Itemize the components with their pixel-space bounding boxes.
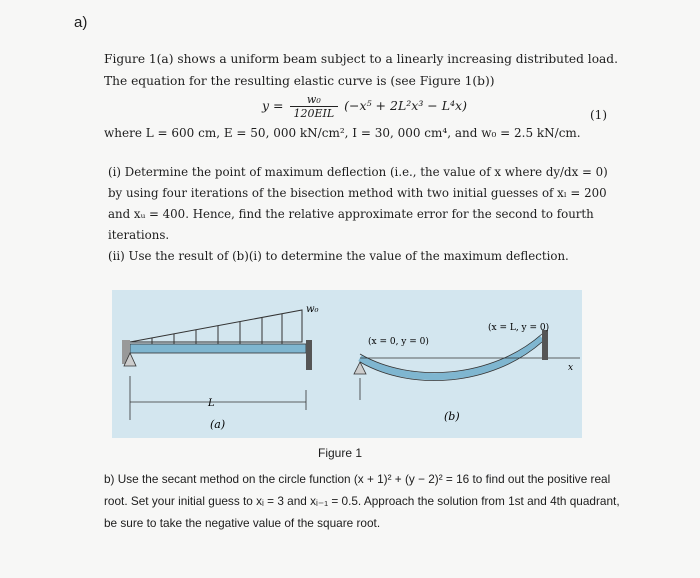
beam-a <box>130 344 306 353</box>
panel-b-label: (b) <box>444 410 460 423</box>
equation-numerator: w₀ <box>290 93 339 107</box>
wall-b <box>542 330 548 360</box>
beam-figure <box>112 290 582 438</box>
equation-number: (1) <box>590 108 607 122</box>
equation-lhs: y = <box>262 98 284 113</box>
load-label-w0: w₀ <box>306 304 319 315</box>
item-ii-text: Use the result of (b)(i) to determine the value of the maximum deflection. <box>128 249 569 263</box>
item-ii-label: (ii) <box>108 249 125 263</box>
where-clause: where L = 600 cm, E = 50, 000 kN/cm², I = 30, 000 cm⁴, and w₀ = 2.5 kN/cm. <box>104 126 581 140</box>
panel-a-label: (a) <box>210 418 226 431</box>
elastic-curve-equation <box>262 93 467 120</box>
item-i-label: (i) <box>108 165 121 179</box>
distributed-load-triangle <box>130 310 302 342</box>
right-boundary-condition: (x = L, y = 0) <box>488 323 550 333</box>
part-a-label: a) <box>74 14 88 31</box>
equation-rhs: (−x⁵ + 2L²x³ − L⁴x) <box>344 98 467 113</box>
intro-paragraph: Figure 1(a) shows a uniform beam subject to a linearly increasing distributed load. The equation for the resulting elastic curve is (see Figure 1(b)) <box>104 52 618 88</box>
figure-caption: Figure 1 <box>318 446 363 460</box>
beam-figure-svg <box>112 290 582 438</box>
wall-a <box>306 340 312 370</box>
part-b-question: b) Use the secant method on the circle function (x + 1)² + (y − 2)² = 16 to find out the positive real root. Set your initial guess to xᵢ = 3 and xᵢ₋₁ = 0.5. Approach the solution from 1st and 4th quadrant, be sure to take the negative value of the square root. <box>104 472 620 530</box>
load-arrows <box>152 314 282 344</box>
length-label: L <box>208 398 215 409</box>
x-axis-label: x <box>568 363 574 373</box>
question-items <box>108 162 613 267</box>
panel-a-beam <box>122 310 312 420</box>
item-ii <box>108 246 613 267</box>
equation-fraction <box>290 93 339 120</box>
item-i-text: Determine the point of maximum deflection (i.e., the value of x where dy/dx = 0) by using four iterations of the bisection method with two initial guesses of xₗ = 200 and xᵤ = 400. Hence, find the relative approximate error for the second to fourth iterations. <box>108 165 608 242</box>
left-boundary-condition: (x = 0, y = 0) <box>368 337 429 347</box>
equation-denominator: 120EIL <box>293 107 335 120</box>
item-i <box>108 162 613 246</box>
